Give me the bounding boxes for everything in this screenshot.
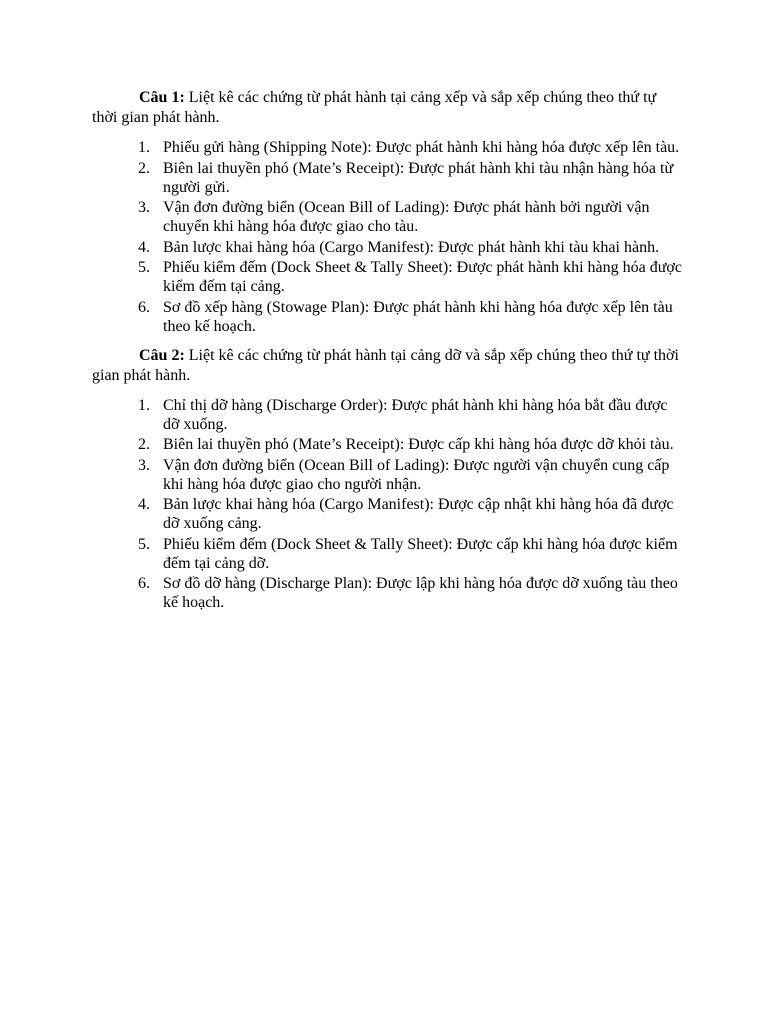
question-2-label: Câu 2: (139, 346, 185, 364)
question-2-text: Liệt kê các chứng từ phát hành tại cảng dỡ và sắp xếp chúng theo thứ tự thời gian phát hành. (92, 346, 679, 384)
list-item-text: Sơ đồ dỡ hàng (Discharge Plan): Được lập khi hàng hóa được dỡ xuống tàu theo kế hoạch. (163, 575, 678, 611)
list-item-text: Phiếu kiểm đếm (Dock Sheet & Tally Sheet): Được cấp khi hàng hóa được kiểm đếm tại cảng dỡ. (163, 535, 678, 572)
list-item-text: Bản lược khai hàng hóa (Cargo Manifest): Được phát hành khi tàu khai hành. (163, 238, 660, 256)
question-1-text: Liệt kê các chứng từ phát hành tại cảng xếp và sắp xếp chúng theo thứ tự thời gian phát hành. (92, 89, 657, 126)
list-item-text: Vận đơn đường biển (Ocean Bill of Lading): Được người vận chuyển cung cấp khi hàng hóa được giao cho người nhận. (163, 456, 670, 493)
list-item-text: Biên lai thuyền phó (Mate’s Receipt): Được cấp khi hàng hóa được dỡ khỏi tàu. (163, 436, 674, 453)
list-item (92, 396, 682, 434)
list-item-number: 6. (138, 298, 150, 316)
list-item-number: 1. (138, 139, 150, 156)
list-item-text: Chỉ thị dỡ hàng (Discharge Order): Được phát hành khi hàng hóa bắt đầu được dỡ xuống. (163, 396, 668, 433)
list-item-number: 4. (138, 238, 150, 256)
list-item (92, 138, 682, 157)
list-item-number: 4. (138, 496, 150, 513)
question-2 (92, 346, 682, 386)
list-item-text: Phiếu gửi hàng (Shipping Note): Được phát hành khi hàng hóa được xếp lên tàu. (163, 139, 680, 156)
list-item (92, 298, 682, 336)
list-item (92, 238, 682, 257)
list-item-number: 5. (138, 259, 150, 276)
list-item (92, 198, 682, 236)
list-item (92, 159, 682, 197)
question-1 (92, 88, 682, 128)
list-item (92, 495, 682, 533)
list-item-number: 5. (138, 535, 150, 553)
list-item-text: Sơ đồ xếp hàng (Stowage Plan): Được phát hành khi hàng hóa được xếp lên tàu theo kế hoạch. (163, 298, 673, 335)
list-item-text: Biên lai thuyền phó (Mate’s Receipt): Được phát hành khi tàu nhận hàng hóa từ người gửi. (163, 159, 674, 196)
list-item-text: Vận đơn đường biển (Ocean Bill of Lading): Được phát hành bởi người vận chuyển khi hàng hóa được giao cho tàu. (163, 199, 650, 235)
list-item-number: 3. (138, 456, 150, 474)
list-item (92, 258, 682, 296)
list-item-text: Phiếu kiểm đếm (Dock Sheet & Tally Sheet): Được phát hành khi hàng hóa được kiểm đếm tại cảng. (163, 259, 682, 295)
list-item (92, 456, 682, 494)
question-2-answer-list (92, 396, 682, 613)
question-1-label: Câu 1: (139, 89, 185, 106)
list-item-number: 3. (138, 199, 150, 216)
document-page (92, 88, 682, 614)
list-item-number: 6. (138, 575, 150, 592)
list-item (92, 574, 682, 612)
list-item-number: 1. (138, 396, 150, 414)
list-item-number: 2. (138, 159, 150, 177)
list-item (92, 535, 682, 573)
list-item-number: 2. (138, 436, 150, 453)
question-1-answer-list (92, 138, 682, 336)
list-item-text: Bản lược khai hàng hóa (Cargo Manifest): Được cập nhật khi hàng hóa đã được dỡ xuống cảng. (163, 496, 674, 532)
list-item (92, 435, 682, 454)
